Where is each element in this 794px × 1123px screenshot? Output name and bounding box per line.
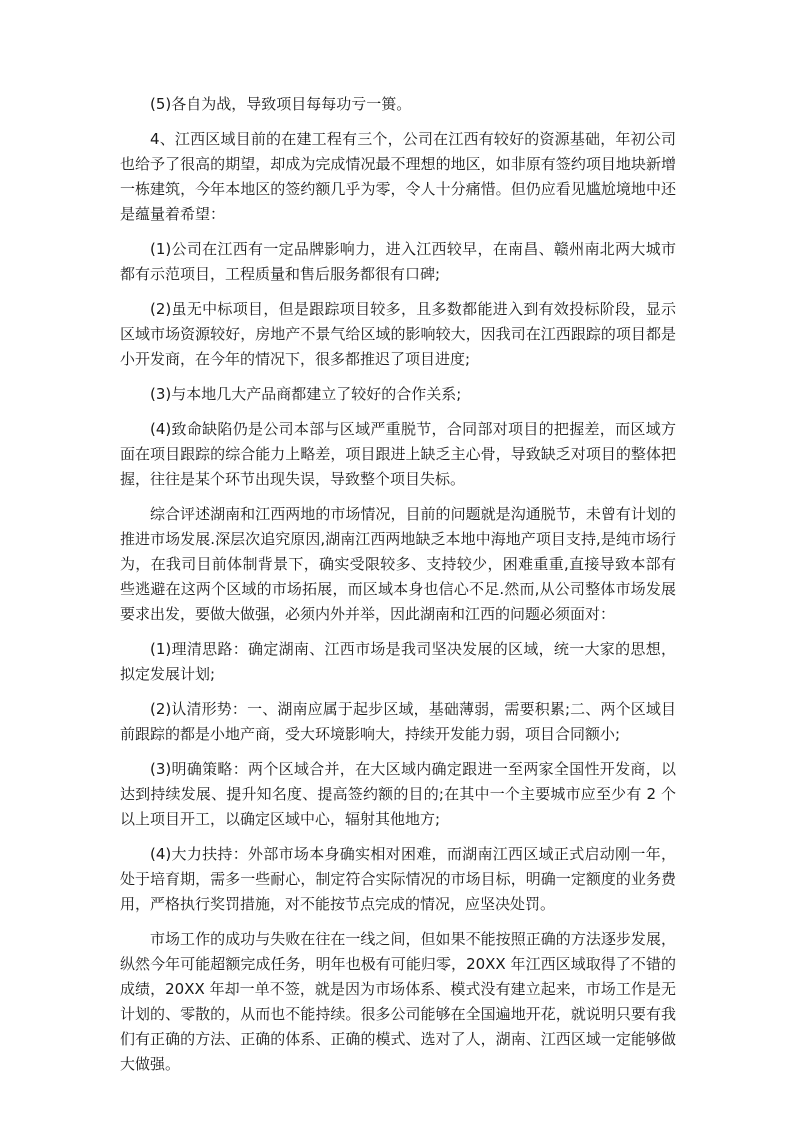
paragraph-4: (2)虽无中标项目，但是跟踪项目较多，且多数都能进入到有效投标阶段，显示区域市场资源较好，房地产不景气给区域的影响较大，因我司在江西跟踪的项目都是小开发商，在今年的情况下，很多都推迟了项目进度; (120, 300, 676, 368)
paragraph-8: (1)理清思路：确定湖南、江西市场是我司坚决发展的区域，统一大家的思想，拟定发展计划; (120, 640, 676, 683)
paragraph-10: (3)明确策略：两个区域合并，在大区域内确定跟进一至两家全国性开发商，以达到持续发展、提升知名度、提高签约额的目的;在其中一个主要城市应至少有 2 个以上项目开工，以确定区域中心，辐射其他地方; (120, 760, 676, 828)
paragraph-5: (3)与本地几大产品商都建立了较好的合作关系; (150, 385, 462, 403)
paragraph-9: (2)认清形势：一、湖南应属于起步区域，基础薄弱，需要积累;二、两个区域目前跟踪的都是小地产商，受大环境影响大，持续开发能力弱，项目合同额小; (120, 700, 676, 743)
paragraph-12: 市场工作的成功与失败在往在一线之间，但如果不能按照正确的方法逐步发展，纵然今年可能超额完成任务，明年也极有可能归零，20XX 年江西区域取得了不错的成绩，20XX 年却一单不签，就是因为市场体系、模式没有建立起来，市场工作是无计划的、零散的，从而也不能持续。很多公司能够在全国遍地开花，就说明只要有我们有正确的方法、正确的体系、正确的模式、选对了人，湖南、江西区域一定能够做大做强。 (120, 930, 676, 1073)
document-body (120, 92, 676, 1087)
paragraph-6: (4)致命缺陷仍是公司本部与区域严重脱节，合同部对项目的把握差，而区域方面在项目跟踪的综合能力上略差，项目跟进上缺乏主心骨，导致缺乏对项目的整体把握，往往是某个环节出现失误，导致整个项目失标。 (120, 420, 676, 488)
paragraph-3: (1)公司在江西有一定品牌影响力，进入江西较早，在南昌、赣州南北两大城市都有示范项目，工程质量和售后服务都很有口碑; (120, 240, 676, 283)
paragraph-1: (5)各自为战，导致项目每每功亏一篑。 (150, 95, 412, 113)
paragraph-7: 综合评述湖南和江西两地的市场情况，目前的问题就是沟通脱节，未曾有计划的推进市场发展.深层次追究原因,湖南江西两地缺乏本地中海地产项目支持,是纯市场行为，在我司目前体制背景下，确实受限较多、支持较少，困难重重,直接导致本部有些逃避在这两个区域的市场拓展，而区域本身也信心不足.然而,从公司整体市场发展要求出发，要做大做强，必须内外并举，因此湖南和江西的问题必须面对： (120, 505, 676, 623)
paragraph-11: (4)大力扶持：外部市场本身确实相对困难，而湖南江西区域正式启动刚一年，处于培育期，需多一些耐心，制定符合实际情况的市场目标，明确一定额度的业务费用，严格执行奖罚措施，对不能按节点完成的情况，应坚决处罚。 (120, 845, 676, 913)
paragraph-2: 4、江西区域目前的在建工程有三个，公司在江西有较好的资源基础，年初公司也给予了很高的期望，却成为完成情况最不理想的地区，如非原有签约项目地块新增一栋建筑，今年本地区的签约额几乎为零，令人十分痛惜。但仍应看见尴尬境地中还是蕴量着希望： (120, 130, 676, 223)
